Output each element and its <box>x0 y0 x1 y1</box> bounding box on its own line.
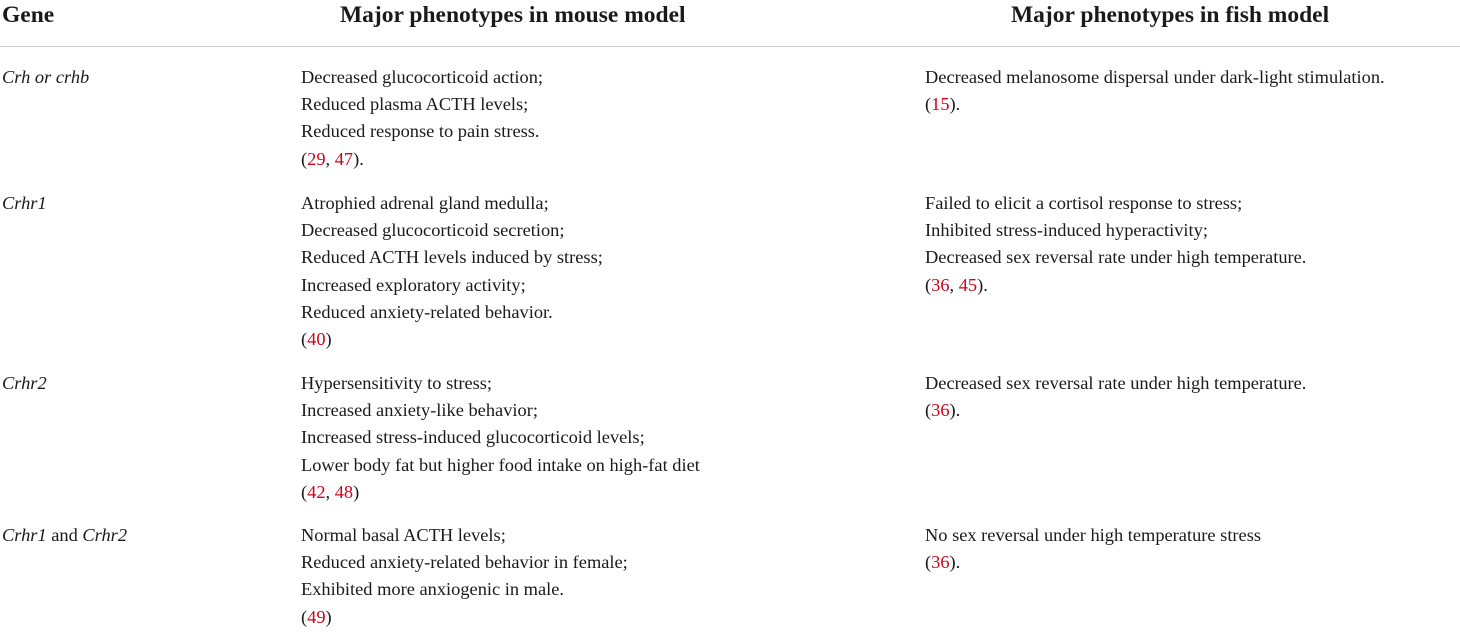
reference-link[interactable]: 42 <box>307 481 326 502</box>
phenotype-line: Increased anxiety-like behavior; <box>301 400 538 421</box>
citation: (36). <box>925 400 961 421</box>
phenotype-line: Normal basal ACTH levels; <box>301 525 506 545</box>
phenotype-line: Decreased glucocorticoid action; <box>301 67 544 87</box>
reference-link[interactable]: 40 <box>307 329 326 350</box>
phenotype-line: Reduced anxiety-related behavior. <box>301 301 553 322</box>
mouse-phenotypes <box>301 522 628 631</box>
citation: (40) <box>301 329 332 350</box>
fish-phenotypes <box>925 64 1385 118</box>
reference-link[interactable]: 47 <box>334 148 354 169</box>
reference-link[interactable]: 49 <box>307 606 326 627</box>
phenotype-line: Inhibited stress-induced hyperactivity; <box>925 220 1208 241</box>
header-fish-phenotypes: Major phenotypes in fish model <box>1011 2 1330 28</box>
citation: (36). <box>925 552 961 573</box>
citation: (29, 47). <box>301 148 364 169</box>
phenotype-line: Decreased melanosome dispersal under dark-light stimulation. <box>925 67 1385 87</box>
mouse-phenotypes <box>301 190 603 353</box>
reference-link[interactable]: 36 <box>931 400 950 421</box>
citation: (49) <box>301 606 332 627</box>
reference-link[interactable]: 48 <box>334 481 354 502</box>
gene-name: Crhr1 <box>2 193 47 213</box>
phenotype-line: Increased exploratory activity; <box>301 274 526 295</box>
phenotype-line: Atrophied adrenal gland medulla; <box>301 193 549 213</box>
reference-link[interactable]: 36 <box>931 274 950 295</box>
phenotype-line: Hypersensitivity to stress; <box>301 373 493 393</box>
reference-link[interactable]: 45 <box>958 274 978 295</box>
fish-phenotypes <box>925 190 1306 299</box>
reference-link[interactable]: 15 <box>931 94 950 115</box>
gene-name: Crhr1 and Crhr2 <box>2 525 128 545</box>
phenotype-line: No sex reversal under high temperature stress <box>925 525 1262 545</box>
phenotype-line: Decreased sex reversal rate under high temperature. <box>925 247 1307 268</box>
header-mouse-phenotypes: Major phenotypes in mouse model <box>340 2 686 28</box>
phenotype-line: Reduced response to pain stress. <box>301 121 540 142</box>
phenotype-line: Increased stress-induced glucocorticoid levels; <box>301 427 645 448</box>
mouse-phenotypes <box>301 370 700 506</box>
phenotype-line: Failed to elicit a cortisol response to stress; <box>925 193 1243 213</box>
citation: (42, 48) <box>301 481 360 502</box>
gene-name: Crhr2 <box>2 373 47 393</box>
phenotype-line: Decreased glucocorticoid secretion; <box>301 220 565 241</box>
phenotype-line: Reduced ACTH levels induced by stress; <box>301 247 603 268</box>
citation: (36, 45). <box>925 274 988 295</box>
mouse-phenotypes <box>301 64 543 173</box>
reference-link[interactable]: 36 <box>931 552 950 573</box>
fish-phenotypes <box>925 522 1261 576</box>
header-gene: Gene <box>2 2 55 28</box>
gene-name: Crh or crhb <box>2 67 90 87</box>
phenotype-line: Decreased sex reversal rate under high temperature. <box>925 373 1307 393</box>
citation: (15). <box>925 94 961 115</box>
phenotype-line: Lower body fat but higher food intake on high-fat diet <box>301 454 700 475</box>
phenotype-line: Reduced plasma ACTH levels; <box>301 94 529 115</box>
phenotype-line: Exhibited more anxiogenic in male. <box>301 579 565 600</box>
fish-phenotypes <box>925 370 1306 424</box>
phenotype-line: Reduced anxiety-related behavior in female; <box>301 552 628 573</box>
table-header <box>0 0 1460 47</box>
reference-link[interactable]: 29 <box>307 148 326 169</box>
